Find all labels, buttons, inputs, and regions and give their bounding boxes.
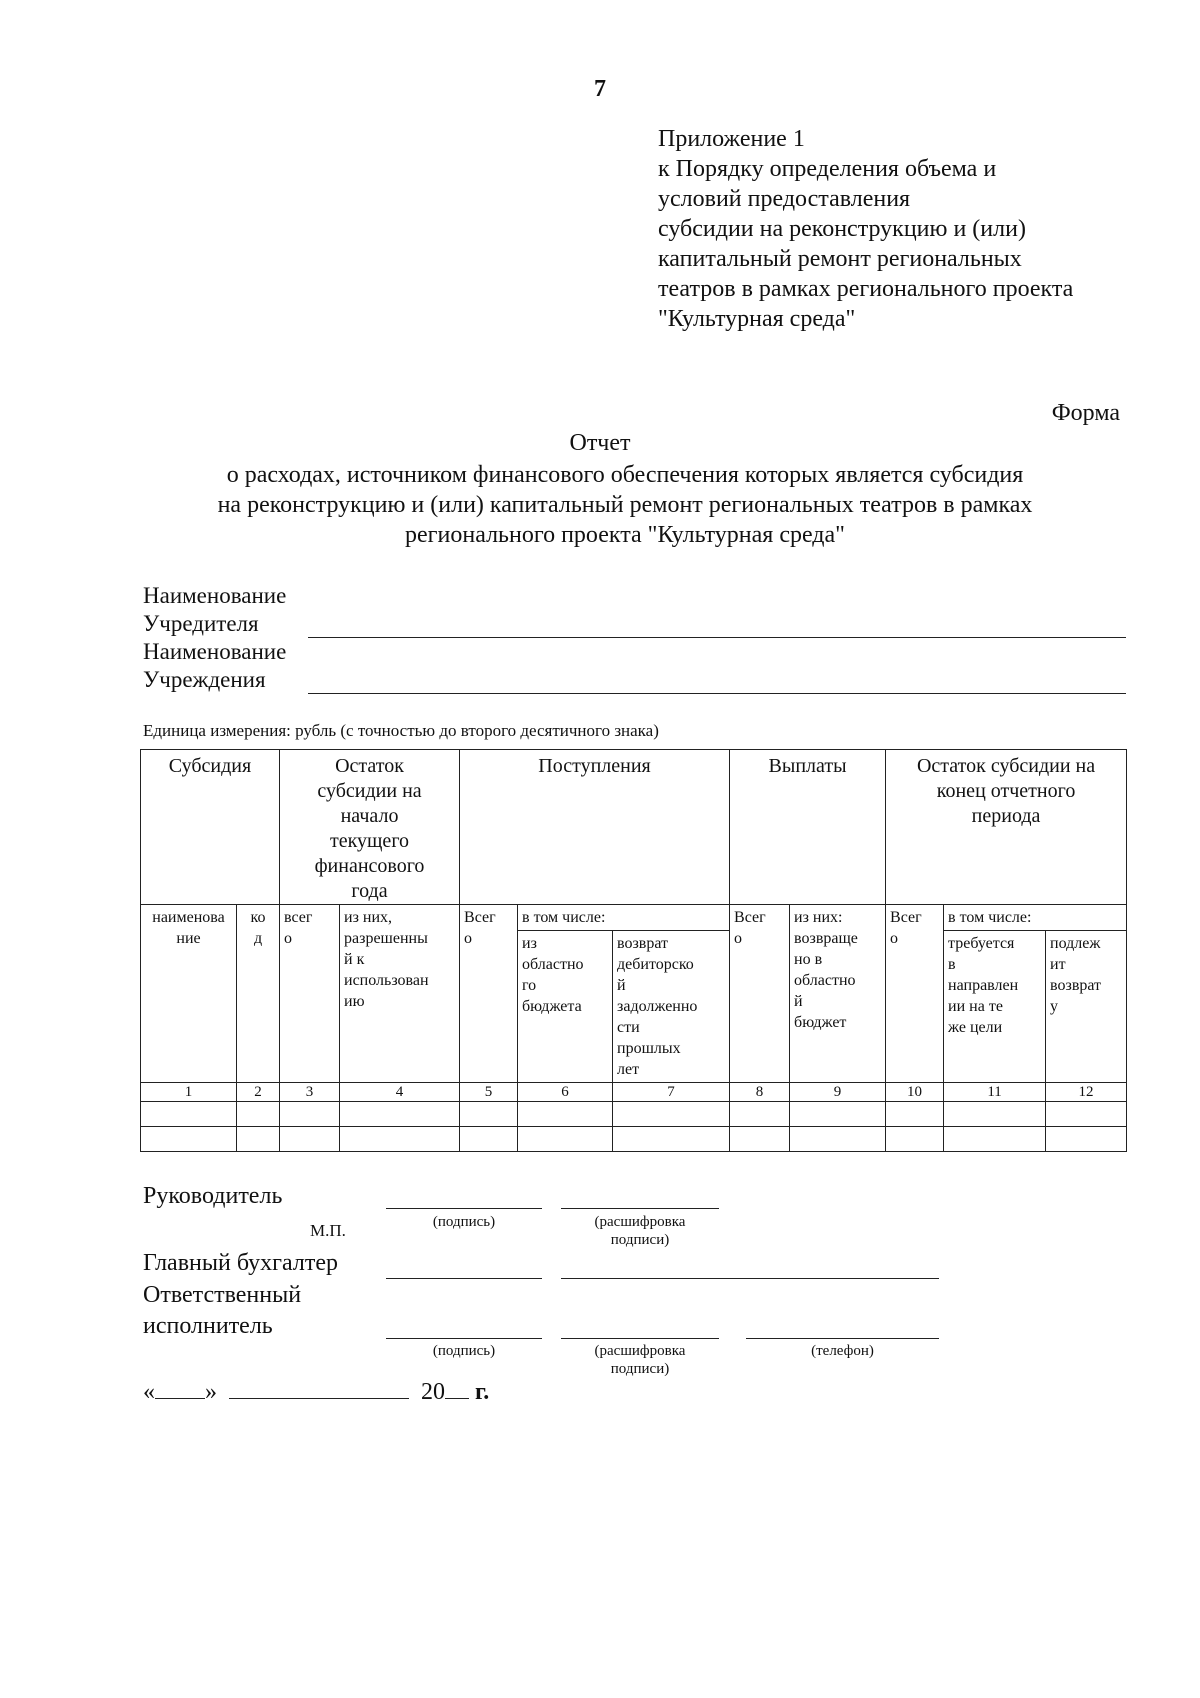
column-number: 7 [613, 1083, 730, 1102]
head-label: Руководитель [143, 1183, 283, 1209]
table-cell[interactable] [1046, 1127, 1127, 1152]
institution-label-line1: Наименование [143, 639, 287, 664]
appendix-line: субсидии на реконструкцию и (или) [658, 216, 1026, 242]
date-day-field[interactable] [155, 1378, 205, 1399]
institution-field[interactable] [308, 693, 1126, 694]
responsible-decoding-caption: (расшифровка подписи) [594, 1343, 686, 1377]
col-end-total-header: Всег о [886, 905, 944, 1083]
col-to-return-header: подлеж ит возврат у [1046, 931, 1127, 1083]
appendix-line: театров в рамках регионального проекта [658, 276, 1074, 302]
head-signature-caption: (подпись) [432, 1214, 496, 1230]
table-cell[interactable] [790, 1127, 886, 1152]
subtitle-line: на реконструкцию и (или) капитальный ремонт региональных театров в рамках [217, 492, 1033, 518]
table-cell[interactable] [886, 1102, 944, 1127]
form-label: Форма [1051, 400, 1120, 426]
date-open-quote: « [143, 1379, 155, 1405]
head-decoding-caption: (расшифровка подписи) [594, 1214, 686, 1248]
col-name-header: наименова ние [141, 905, 237, 1083]
header-balance-start: Остаток субсидии на начало текущего финансового года [280, 750, 460, 905]
col-payments-total-header: Всег о [730, 905, 790, 1083]
balance-including-header: в том числе: [944, 905, 1127, 931]
table-cell[interactable] [141, 1102, 237, 1127]
table-cell[interactable] [237, 1127, 280, 1152]
chief-accountant-decoding-line[interactable] [561, 1278, 939, 1279]
header-subsidy: Субсидия [141, 750, 280, 905]
table-cell[interactable] [613, 1127, 730, 1152]
table-cell[interactable] [340, 1127, 460, 1152]
column-number: 11 [944, 1083, 1046, 1102]
appendix-line: "Культурная среда" [658, 306, 856, 332]
subtitle-line: о расходах, источником финансового обеспечения которых является субсидия [226, 462, 1024, 488]
table-row [141, 1102, 1127, 1127]
table-cell[interactable] [237, 1102, 280, 1127]
appendix-line: к Порядку определения объема и [658, 156, 997, 182]
head-decoding-line[interactable] [561, 1208, 719, 1209]
header-balance-end: Остаток субсидии на конец отчетного периода [886, 750, 1127, 905]
table-cell[interactable] [944, 1127, 1046, 1152]
head-signature-line[interactable] [386, 1208, 542, 1209]
header-receipts: Поступления [460, 750, 730, 905]
responsible-decoding-line[interactable] [561, 1338, 719, 1339]
date-year-field[interactable] [445, 1378, 469, 1399]
column-number: 8 [730, 1083, 790, 1102]
appendix-line: капитальный ремонт региональных [658, 246, 1022, 272]
col-same-purpose-header: требуется в направлен ии на те же цели [944, 931, 1046, 1083]
responsible-label-line1: Ответственный [143, 1282, 302, 1308]
institution-label [143, 638, 286, 694]
table-cell[interactable] [613, 1102, 730, 1127]
sub-header-row [141, 905, 1127, 931]
table-cell[interactable] [886, 1127, 944, 1152]
col-start-total-header: всег о [280, 905, 340, 1083]
table-cell[interactable] [460, 1102, 518, 1127]
group-header-row [141, 750, 1127, 905]
column-number: 9 [790, 1083, 886, 1102]
col-receipts-total-header: Всег о [460, 905, 518, 1083]
col-debt-return-header: возврат дебиторско й задолженно сти прошлых лет [613, 931, 730, 1083]
table-row [141, 1127, 1127, 1152]
table-cell[interactable] [730, 1127, 790, 1152]
table-cell[interactable] [1046, 1102, 1127, 1127]
column-number: 1 [141, 1083, 237, 1102]
table-cell[interactable] [460, 1127, 518, 1152]
column-number-row [141, 1083, 1127, 1102]
table-cell[interactable] [280, 1102, 340, 1127]
column-number: 2 [237, 1083, 280, 1102]
page-number: 7 [594, 76, 606, 102]
date-close-quote: » [205, 1379, 217, 1405]
table-cell[interactable] [280, 1127, 340, 1152]
responsible-phone-caption: (телефон) [811, 1343, 874, 1359]
column-number: 5 [460, 1083, 518, 1102]
date-year-prefix: 20 [421, 1379, 445, 1405]
appendix-block [658, 124, 1178, 334]
founder-field[interactable] [308, 637, 1126, 638]
founder-label-line1: Наименование [143, 583, 287, 608]
founder-label-line2: Учредителя [143, 611, 259, 636]
report-table [140, 749, 1127, 1152]
subtitle-line: регионального проекта "Культурная среда" [405, 522, 845, 548]
table-cell[interactable] [790, 1102, 886, 1127]
unit-note: Единица измерения: рубль (с точностью до второго десятичного знака) [143, 721, 659, 740]
table-cell[interactable] [340, 1102, 460, 1127]
responsible-label-line2: исполнитель [143, 1313, 273, 1339]
responsible-signature-caption: (подпись) [432, 1343, 496, 1359]
col-regional-budget-header: из областно го бюджета [518, 931, 613, 1083]
col-code-header: ко д [237, 905, 280, 1083]
appendix-line: Приложение 1 [658, 126, 805, 152]
table-cell[interactable] [944, 1102, 1046, 1127]
column-number: 12 [1046, 1083, 1127, 1102]
header-payments: Выплаты [730, 750, 886, 905]
chief-accountant-label: Главный бухгалтер [143, 1250, 338, 1276]
table-cell[interactable] [518, 1127, 613, 1152]
column-number: 10 [886, 1083, 944, 1102]
receipts-including-header: в том числе: [518, 905, 730, 931]
col-start-allowed-header: из них, разрешенны й к использован ию [340, 905, 460, 1083]
col-payments-returned-header: из них: возвраще но в областно й бюджет [790, 905, 886, 1083]
table-cell[interactable] [518, 1102, 613, 1127]
founder-label [143, 582, 286, 638]
report-title: Отчет [569, 430, 631, 456]
date-line [143, 1378, 489, 1406]
date-month-field[interactable] [229, 1378, 409, 1399]
chief-accountant-signature-line[interactable] [386, 1278, 542, 1279]
table-cell[interactable] [141, 1127, 237, 1152]
responsible-phone-line[interactable] [746, 1338, 939, 1339]
stamp-label: М.П. [310, 1221, 346, 1240]
institution-label-line2: Учреждения [143, 667, 266, 692]
column-number: 4 [340, 1083, 460, 1102]
responsible-label [143, 1280, 301, 1342]
responsible-signature-line[interactable] [386, 1338, 542, 1339]
column-number: 6 [518, 1083, 613, 1102]
appendix-line: условий предоставления [658, 186, 911, 212]
report-subtitle [150, 460, 1100, 550]
date-year-suffix: г. [475, 1379, 490, 1405]
table-cell[interactable] [730, 1102, 790, 1127]
column-number: 3 [280, 1083, 340, 1102]
